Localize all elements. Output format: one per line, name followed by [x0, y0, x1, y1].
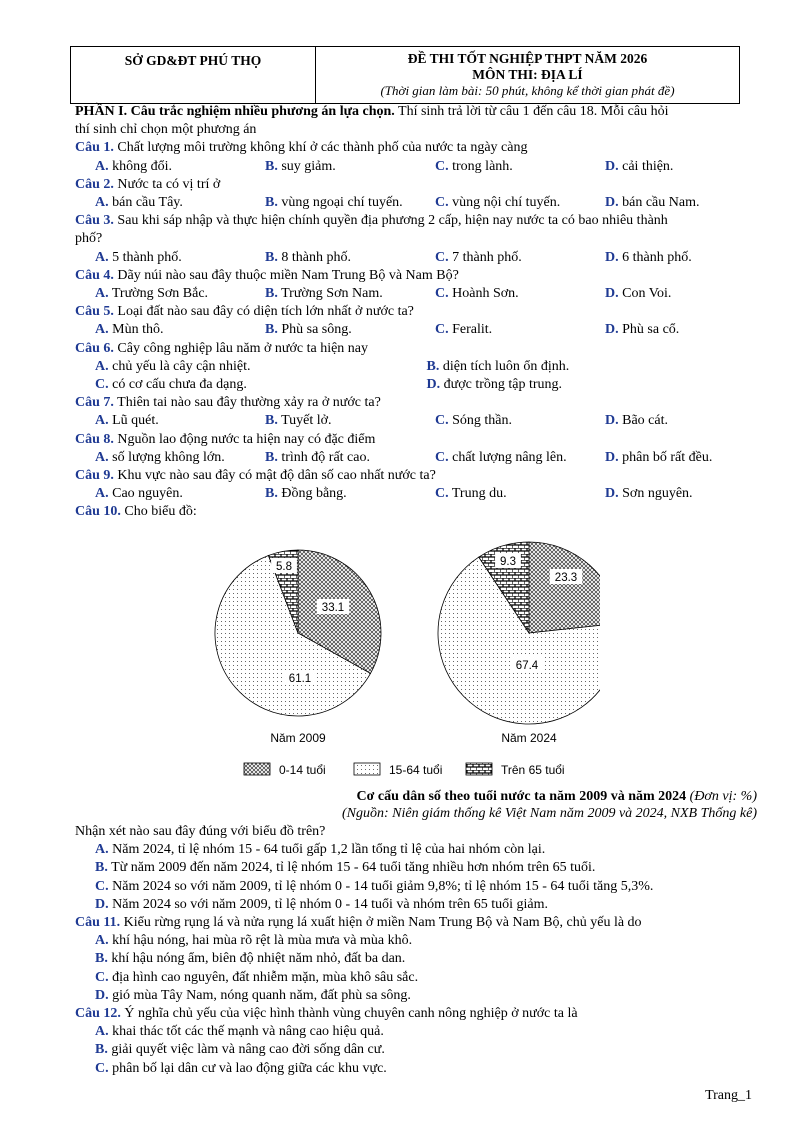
option-text: Sóng thần.: [448, 413, 513, 429]
option-letter: B.: [265, 286, 278, 302]
question-7: [75, 394, 758, 412]
option: [95, 449, 265, 467]
option-letter: B.: [95, 951, 108, 967]
question-text: Chất lượng môi trường không khí ở các thành phố của nước ta ngày càng: [113, 140, 528, 156]
option-text: Năm 2024 so với năm 2009, tỉ lệ nhóm 0 - 14 tuổi và nhóm trên 65 tuổi giảm.: [108, 896, 549, 912]
option-text: Đồng bằng.: [277, 486, 347, 502]
option-letter: D.: [605, 413, 619, 429]
option: [265, 158, 435, 176]
option-text: khí hậu nóng, hai mùa rõ rệt là mùa mưa và mùa khô.: [108, 933, 413, 949]
question-4: [75, 267, 758, 285]
question-number: Câu 9.: [75, 468, 114, 484]
option-letter: A.: [95, 413, 109, 429]
option-text: Năm 2024 so với năm 2009, tỉ lệ nhóm 0 - 14 tuổi giảm 9,8%; tỉ lệ nhóm 15 - 64 tuổi tăng 5,3%.: [108, 878, 654, 894]
option-letter: B.: [265, 449, 278, 465]
question-number: Câu 2.: [75, 176, 114, 192]
option-letter: D.: [605, 195, 619, 211]
option-letter: A.: [95, 933, 109, 949]
option-text: phân bố rất đều.: [618, 449, 713, 465]
chart-unit: (Đơn vị: %): [686, 789, 757, 804]
option-letter: A.: [95, 449, 109, 465]
option-letter: A.: [95, 286, 109, 302]
exam-subject: MÔN THI: ĐỊA LÍ: [472, 67, 583, 82]
option-letter: C.: [435, 249, 449, 265]
option: [435, 321, 605, 339]
chart-title: Cơ cấu dân số theo tuổi nước ta năm 2009 và năm 2024: [356, 789, 687, 804]
option-letter: C.: [95, 969, 109, 985]
option: [265, 321, 435, 339]
option-text: bán cầu Tây.: [108, 195, 183, 211]
option-text: phân bố lại dân cư và lao động giữa các khu vực.: [108, 1060, 387, 1076]
question-6: [75, 340, 758, 358]
option: [435, 158, 605, 176]
option-row: [75, 285, 758, 303]
option: [95, 485, 265, 503]
option: [75, 932, 758, 950]
option-letter: D.: [605, 322, 619, 338]
option-letter: C.: [95, 1060, 109, 1076]
option: [75, 896, 758, 914]
option-text: được trồng tập trung.: [440, 377, 563, 393]
option-text: Feralit.: [448, 322, 493, 338]
option-letter: B.: [265, 413, 278, 429]
option-letter: C.: [435, 449, 449, 465]
data-label: 61.1: [288, 673, 312, 685]
pie-chart-year-label: Năm 2009: [270, 731, 326, 745]
option-row: [75, 321, 758, 339]
option: [435, 194, 605, 212]
option-text: trong lành.: [448, 158, 513, 174]
option-letter: A.: [95, 1024, 109, 1040]
data-label: 5.8: [276, 561, 292, 573]
question-number: Câu 11.: [75, 915, 121, 931]
option-text: Tuyết lở.: [277, 413, 332, 429]
option-text: Sơn nguyên.: [618, 486, 693, 502]
option: [435, 285, 605, 303]
option-letter: B.: [426, 358, 440, 374]
q12-options: [75, 1023, 758, 1078]
option: [435, 249, 605, 267]
option-letter: C.: [435, 286, 449, 302]
option: [265, 412, 435, 430]
option-letter: D.: [605, 449, 619, 465]
legend-swatch-15-64: [354, 763, 380, 775]
option-text: Trường Sơn Nam.: [277, 286, 383, 302]
option: [265, 249, 435, 267]
question-content-continued: [75, 823, 758, 1078]
question-text: Ý nghĩa chủ yếu của việc hình thành vùng chuyên canh nông nghiệp ở nước ta là: [120, 1006, 578, 1022]
data-label: 67.4: [515, 660, 539, 672]
question-number: Câu 7.: [75, 395, 114, 411]
part1-instr-a: Thí sinh trả lời từ câu 1 đến câu 18. Mỗi câu hỏi: [394, 104, 669, 119]
option-row: [75, 449, 758, 467]
option-letter: B.: [265, 158, 278, 174]
pie-chart-year-label: Năm 2024: [501, 731, 557, 745]
option-text: Từ năm 2009 đến năm 2024, tỉ lệ nhóm 15 - 64 tuổi tăng nhiều hơn nhóm trên 65 tuổi.: [107, 860, 596, 876]
option-letter: D.: [426, 377, 441, 393]
option-letter: A.: [95, 322, 109, 338]
question-text: Cây công nghiệp lâu năm ở nước ta hiện nay: [113, 340, 369, 356]
option-text: Con Voi.: [618, 286, 672, 302]
question-text: Nguồn lao động nước ta hiện nay có đặc điểm: [113, 431, 376, 447]
option: [75, 969, 758, 987]
option-text: 5 thành phố.: [108, 249, 182, 265]
question-text: Thiên tai nào sau đây thường xảy ra ở nước ta?: [113, 395, 381, 411]
part1-instruction: [75, 103, 758, 121]
exam-title-block: [316, 47, 739, 103]
option: [605, 158, 755, 176]
exam-header: [70, 46, 740, 104]
question-text: Nước ta có vị trí ở: [113, 176, 221, 192]
option-row: [75, 376, 758, 394]
legend-swatch-over-65: [466, 763, 492, 775]
option: [95, 358, 427, 376]
option-text: Năm 2024, tỉ lệ nhóm 15 - 64 tuổi gấp 1,2 lần tổng tỉ lệ của hai nhóm còn lại.: [108, 842, 546, 858]
option-letter: C.: [435, 413, 449, 429]
option-letter: B.: [265, 322, 278, 338]
option: [605, 412, 755, 430]
option: [75, 950, 758, 968]
option: [95, 412, 265, 430]
option-letter: C.: [435, 195, 449, 211]
option: [427, 376, 759, 394]
option: [265, 449, 435, 467]
option: [435, 485, 605, 503]
option-text: vùng nội chí tuyến.: [448, 195, 561, 211]
pie-chart-2024: [438, 542, 600, 745]
option-text: trình độ rất cao.: [277, 449, 370, 465]
option-text: Trường Sơn Bắc.: [108, 286, 209, 302]
option: [95, 285, 265, 303]
data-label: 33.1: [321, 602, 345, 614]
option-letter: B.: [265, 486, 278, 502]
question-1: [75, 139, 758, 157]
question-number: Câu 6.: [75, 340, 114, 356]
exam-title: ĐỀ THI TỐT NGHIỆP THPT NĂM 2026: [407, 51, 648, 66]
pie-group: [215, 542, 600, 745]
question-8: [75, 431, 758, 449]
pie-slice-0-14: [529, 542, 600, 633]
option-text: Bão cát.: [618, 413, 668, 429]
option-letter: A.: [95, 358, 109, 374]
question-text: Loại đất nào sau đây có diện tích lớn nhất ở nước ta?: [113, 304, 414, 320]
option-text: Hoành Sơn.: [448, 286, 519, 302]
chart-source: (Nguồn: Niên giám thống kê Việt Nam năm 2009 và 2024, NXB Thống kê): [341, 806, 757, 821]
q10-prompt: Nhận xét nào sau đây đúng với biểu đồ trên?: [75, 824, 326, 839]
option-letter: A.: [95, 158, 109, 174]
option: [95, 249, 265, 267]
question-10: [75, 503, 758, 521]
question-text-cont: phố?: [75, 231, 103, 247]
option-row: [75, 249, 758, 267]
question-content: [75, 103, 758, 522]
part1-instr-b: thí sinh chỉ chọn một phương án: [75, 122, 257, 138]
option-text: Phù sa sông.: [277, 322, 352, 338]
option-text: số lượng không lớn.: [108, 449, 225, 465]
option-text: giải quyết việc làm và nâng cao đời sống dân cư.: [107, 1042, 385, 1058]
option: [435, 449, 605, 467]
option-row: [75, 412, 758, 430]
question-9: [75, 467, 758, 485]
question-list: [75, 139, 758, 503]
option: [75, 878, 758, 896]
option: [95, 321, 265, 339]
option-text: 8 thành phố.: [277, 249, 351, 265]
q10-options: [75, 841, 758, 914]
chart-legend: [244, 763, 565, 777]
population-pie-charts: [200, 536, 600, 786]
question-number: Câu 4.: [75, 267, 114, 283]
option-text: cải thiện.: [618, 158, 674, 174]
option-row: [75, 485, 758, 503]
option-text: gió mùa Tây Nam, nóng quanh năm, đất phù sa sông.: [108, 987, 411, 1003]
option-text: khí hậu nóng ẩm, biên độ nhiệt năm nhỏ, đất ba dan.: [107, 951, 406, 967]
option: [265, 285, 435, 303]
option-text: địa hình cao nguyên, đất nhiễm mặn, mùa khô sâu sắc.: [108, 969, 419, 985]
question-number: Câu 1.: [75, 140, 114, 156]
option-text: chất lượng nâng lên.: [448, 449, 567, 465]
option-letter: A.: [95, 842, 109, 858]
option-letter: B.: [95, 860, 108, 876]
option: [605, 321, 755, 339]
option-letter: A.: [95, 249, 109, 265]
option: [605, 449, 755, 467]
option-text: khai thác tốt các thế mạnh và nâng cao hiệu quả.: [108, 1024, 384, 1040]
option-row: [75, 358, 758, 376]
option-row: [75, 158, 758, 176]
option-letter: D.: [605, 286, 619, 302]
question-number: Câu 10.: [75, 504, 121, 520]
legend-label-over-65: Trên 65 tuổi: [501, 763, 565, 777]
option-text: Cao nguyên.: [108, 486, 183, 502]
option: [265, 194, 435, 212]
q11-options: [75, 932, 758, 1005]
option: [95, 376, 427, 394]
option-text: Phù sa cổ.: [618, 322, 680, 338]
option: [605, 285, 755, 303]
option: [75, 1041, 758, 1059]
exam-time: (Thời gian làm bài: 50 phút, không kể thời gian phát đề): [380, 83, 675, 98]
legend-label-15-64: 15-64 tuổi: [389, 763, 443, 777]
question-number: Câu 5.: [75, 304, 114, 320]
option-letter: C.: [435, 486, 449, 502]
question-text: Sau khi sáp nhập và thực hiện chính quyền địa phương 2 cấp, hiện nay nước ta có bao nhiêu thành: [113, 213, 668, 229]
option-text: 6 thành phố.: [618, 249, 692, 265]
data-label: 9.3: [500, 556, 516, 568]
pie-chart-2009: [215, 550, 381, 745]
question-2: [75, 176, 758, 194]
option-text: Trung du.: [448, 486, 507, 502]
option: [75, 841, 758, 859]
option-letter: C.: [435, 158, 449, 174]
question-5: [75, 303, 758, 321]
option-text: Lũ quét.: [108, 413, 159, 429]
question-text: Dãy núi nào sau đây thuộc miền Nam Trung Bộ và Nam Bộ?: [113, 267, 459, 283]
option-letter: C.: [95, 878, 109, 894]
option-letter: A.: [95, 486, 109, 502]
option-letter: D.: [605, 486, 619, 502]
option-letter: D.: [95, 896, 109, 912]
option: [75, 987, 758, 1005]
option-letter: D.: [95, 987, 109, 1003]
option: [605, 194, 755, 212]
option-text: vùng ngoại chí tuyến.: [277, 195, 403, 211]
option: [435, 412, 605, 430]
option-letter: B.: [265, 195, 278, 211]
option-row: [75, 194, 758, 212]
option-text: có cơ cấu chưa đa dạng.: [108, 377, 247, 393]
legend-label-0-14: 0-14 tuổi: [279, 763, 326, 777]
option: [75, 859, 758, 877]
question-12: [75, 1005, 758, 1023]
department-name: SỞ GD&ĐT PHÚ THỌ: [71, 47, 316, 103]
option-letter: B.: [265, 249, 278, 265]
question-text: Cho biểu đồ:: [120, 504, 197, 520]
option-letter: A.: [95, 195, 109, 211]
option: [75, 1060, 758, 1078]
option: [75, 1023, 758, 1041]
option-text: suy giảm.: [277, 158, 336, 174]
question-11: [75, 914, 758, 932]
page-number: Trang_1: [705, 1088, 752, 1103]
option: [427, 358, 759, 376]
data-label: 23.3: [554, 572, 578, 584]
option-text: 7 thành phố.: [448, 249, 522, 265]
option-letter: B.: [95, 1042, 108, 1058]
option: [95, 194, 265, 212]
question-number: Câu 12.: [75, 1006, 121, 1022]
option-text: bán cầu Nam.: [618, 195, 700, 211]
option-text: Mùn thô.: [108, 322, 164, 338]
option: [265, 485, 435, 503]
question-text: Khu vực nào sau đây có mật độ dân số cao nhất nước ta?: [113, 468, 436, 484]
part1-heading: PHẦN I. Câu trắc nghiệm nhiều phương án lựa chọn.: [75, 104, 395, 119]
option-letter: C.: [95, 377, 109, 393]
option-text: diện tích luôn ổn định.: [439, 358, 570, 374]
option-letter: D.: [605, 158, 619, 174]
option-text: không đổi.: [108, 158, 173, 174]
option-text: chủ yếu là cây cận nhiệt.: [108, 358, 251, 374]
question-number: Câu 3.: [75, 213, 114, 229]
option-letter: D.: [605, 249, 619, 265]
chart-caption: [75, 788, 757, 822]
legend-swatch-0-14: [244, 763, 270, 775]
option: [605, 485, 755, 503]
option: [95, 158, 265, 176]
option-letter: C.: [435, 322, 449, 338]
option: [605, 249, 755, 267]
question-text: Kiểu rừng rụng lá và nửa rụng lá xuất hiện ở miền Nam Trung Bộ và Nam Bộ, chủ yếu là do: [120, 915, 642, 931]
question-number: Câu 8.: [75, 431, 114, 447]
question-3: [75, 212, 758, 230]
